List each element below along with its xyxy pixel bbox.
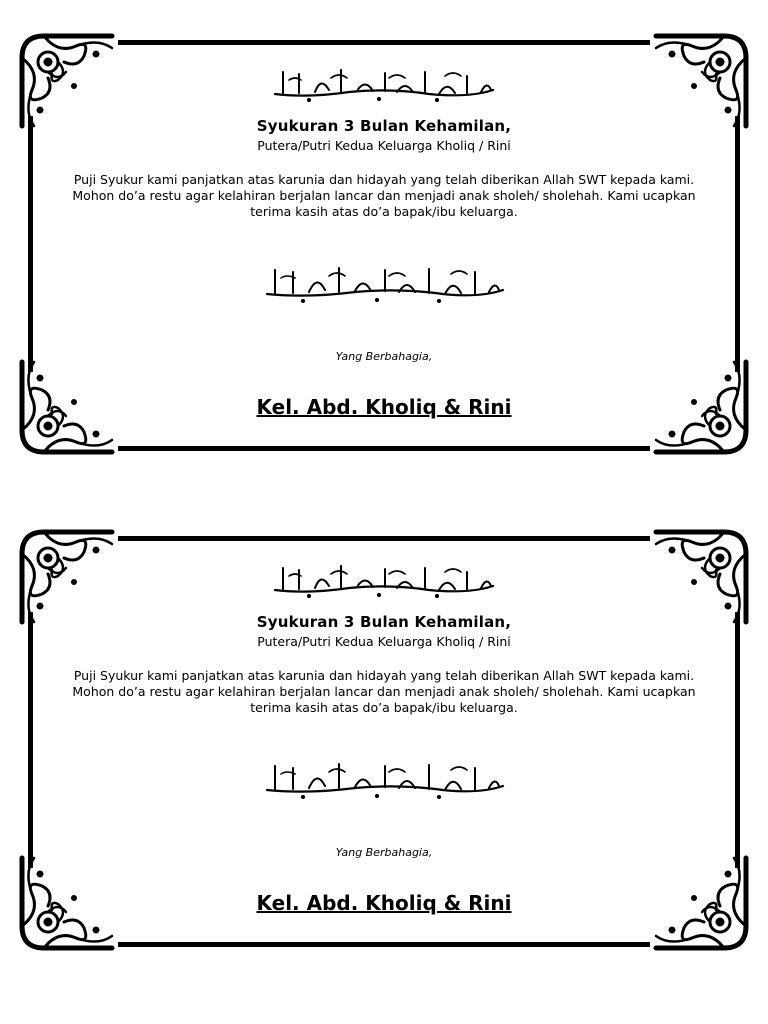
card-body-text: Puji Syukur kami panjatkan atas karunia dan hidayah yang telah diberikan Allah SWT kepada kami. Mohon do’a restu agar kelahiran berjalan lancar dan menjadi anak sholeh/ sholehah. Kami ucapkan terima kasih atas do’a bapak/ibu keluarga. <box>72 668 696 715</box>
frame-left-border <box>28 612 33 868</box>
wassalamualaikum-calligraphy-icon <box>0 756 768 806</box>
card-subtitle: Putera/Putri Kedua Keluarga Kholiq / Rini <box>257 138 511 153</box>
frame-right-border <box>735 116 740 372</box>
assalamualaikum-calligraphy-icon <box>0 64 768 108</box>
assalamualaikum-calligraphy-icon <box>0 560 768 604</box>
wassalamualaikum-calligraphy-icon <box>0 260 768 310</box>
frame-bottom-border <box>118 446 650 451</box>
invitation-card-2 <box>0 520 768 960</box>
card-title: Syukuran 3 Bulan Kehamilan, <box>256 613 512 631</box>
frame-top-border <box>118 40 650 45</box>
invitation-card-1 <box>0 24 768 464</box>
frame-right-border <box>735 612 740 868</box>
card-body-text: Puji Syukur kami panjatkan atas karunia dan hidayah yang telah diberikan Allah SWT kepada kami. Mohon do’a restu agar kelahiran berjalan lancar dan menjadi anak sholeh/ sholehah. Kami ucapkan terima kasih atas do’a bapak/ibu keluarga. <box>72 172 696 219</box>
card-title: Syukuran 3 Bulan Kehamilan, <box>256 117 512 135</box>
greeting-text: Yang Berbahagia, <box>335 846 433 859</box>
family-name: Kel. Abd. Kholiq & Rini <box>256 395 512 419</box>
frame-top-border <box>118 536 650 541</box>
frame-left-border <box>28 116 33 372</box>
frame-bottom-border <box>118 942 650 947</box>
family-name: Kel. Abd. Kholiq & Rini <box>256 891 512 915</box>
greeting-text: Yang Berbahagia, <box>335 350 433 363</box>
card-subtitle: Putera/Putri Kedua Keluarga Kholiq / Rini <box>257 634 511 649</box>
